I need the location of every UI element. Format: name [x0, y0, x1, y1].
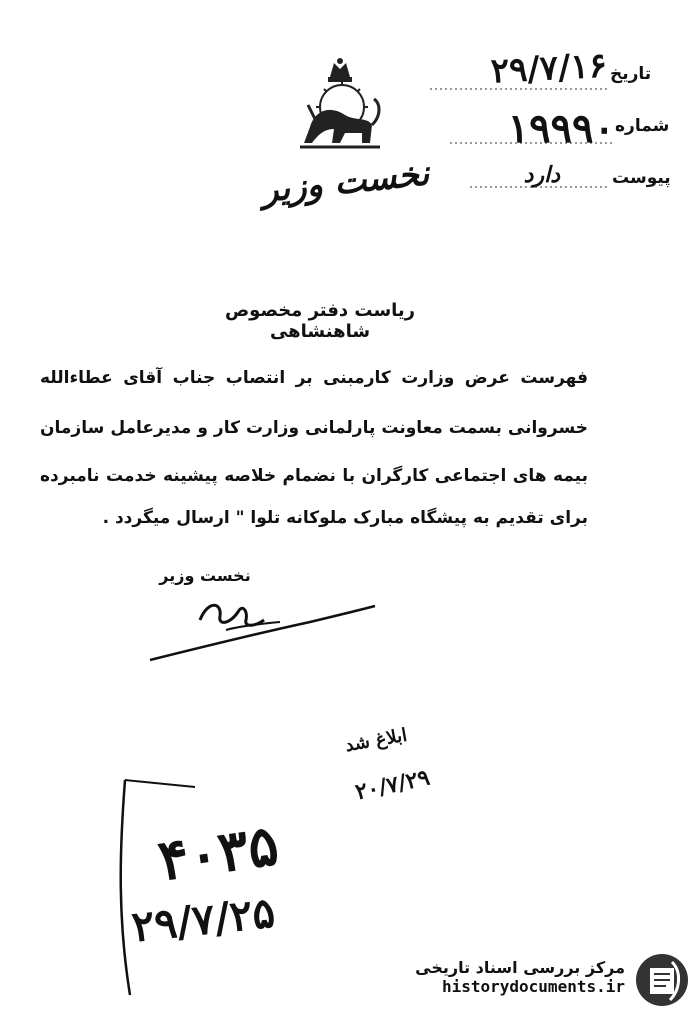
number-value: ۱۹۹۹۰: [507, 105, 615, 152]
number-underline: [450, 140, 615, 146]
watermark-site: historydocuments.ir: [441, 977, 625, 996]
office-title: نخست وزیر: [259, 153, 432, 211]
date-label: تاریخ: [610, 64, 652, 84]
registration-number: ۴۰۳۵: [154, 812, 283, 895]
addressee-line: ریاست دفتر مخصوص شاهنشاهی: [224, 300, 416, 342]
body-line-1: فهرست عرض وزارت کارمبنی بر انتصاب جناب آقای عطاءالله: [40, 368, 588, 388]
body-line-3: بیمه های اجتماعی کارگران با نضمام خلاصه پیشینه خدمت نامبرده: [40, 466, 588, 486]
note-line-1: ابلاغ شد: [343, 724, 409, 757]
watermark-org-name: مرکز بررسی اسناد تاریخی: [415, 958, 625, 977]
signature-title: نخست وزیر: [159, 566, 251, 585]
handwritten-signature: [130, 580, 380, 670]
attachment-label: پیوست: [612, 168, 671, 188]
archive-logo-icon: [632, 950, 692, 1010]
watermark: [365, 958, 625, 996]
body-line-2: خسروانی بسمت معاونت پارلمانی وزارت کار و مدیرعامل سازمان: [40, 418, 588, 438]
number-label: شماره: [615, 116, 670, 136]
body-line-4: برای تقدیم به پیشگاه مبارک ملوکانه تلوا " ارسال میگردد .: [102, 508, 588, 528]
date-value: ۲۹/۷/۱۶: [489, 45, 608, 92]
note-line-2: ۲۰/۷/۲۹: [353, 764, 433, 806]
registration-date: ۲۹/۷/۲۵: [129, 887, 278, 952]
lion-and-sun-emblem-icon: [290, 55, 390, 155]
attachment-value: دارد: [523, 162, 560, 188]
attachment-underline: [470, 184, 610, 190]
date-underline: [430, 86, 610, 92]
